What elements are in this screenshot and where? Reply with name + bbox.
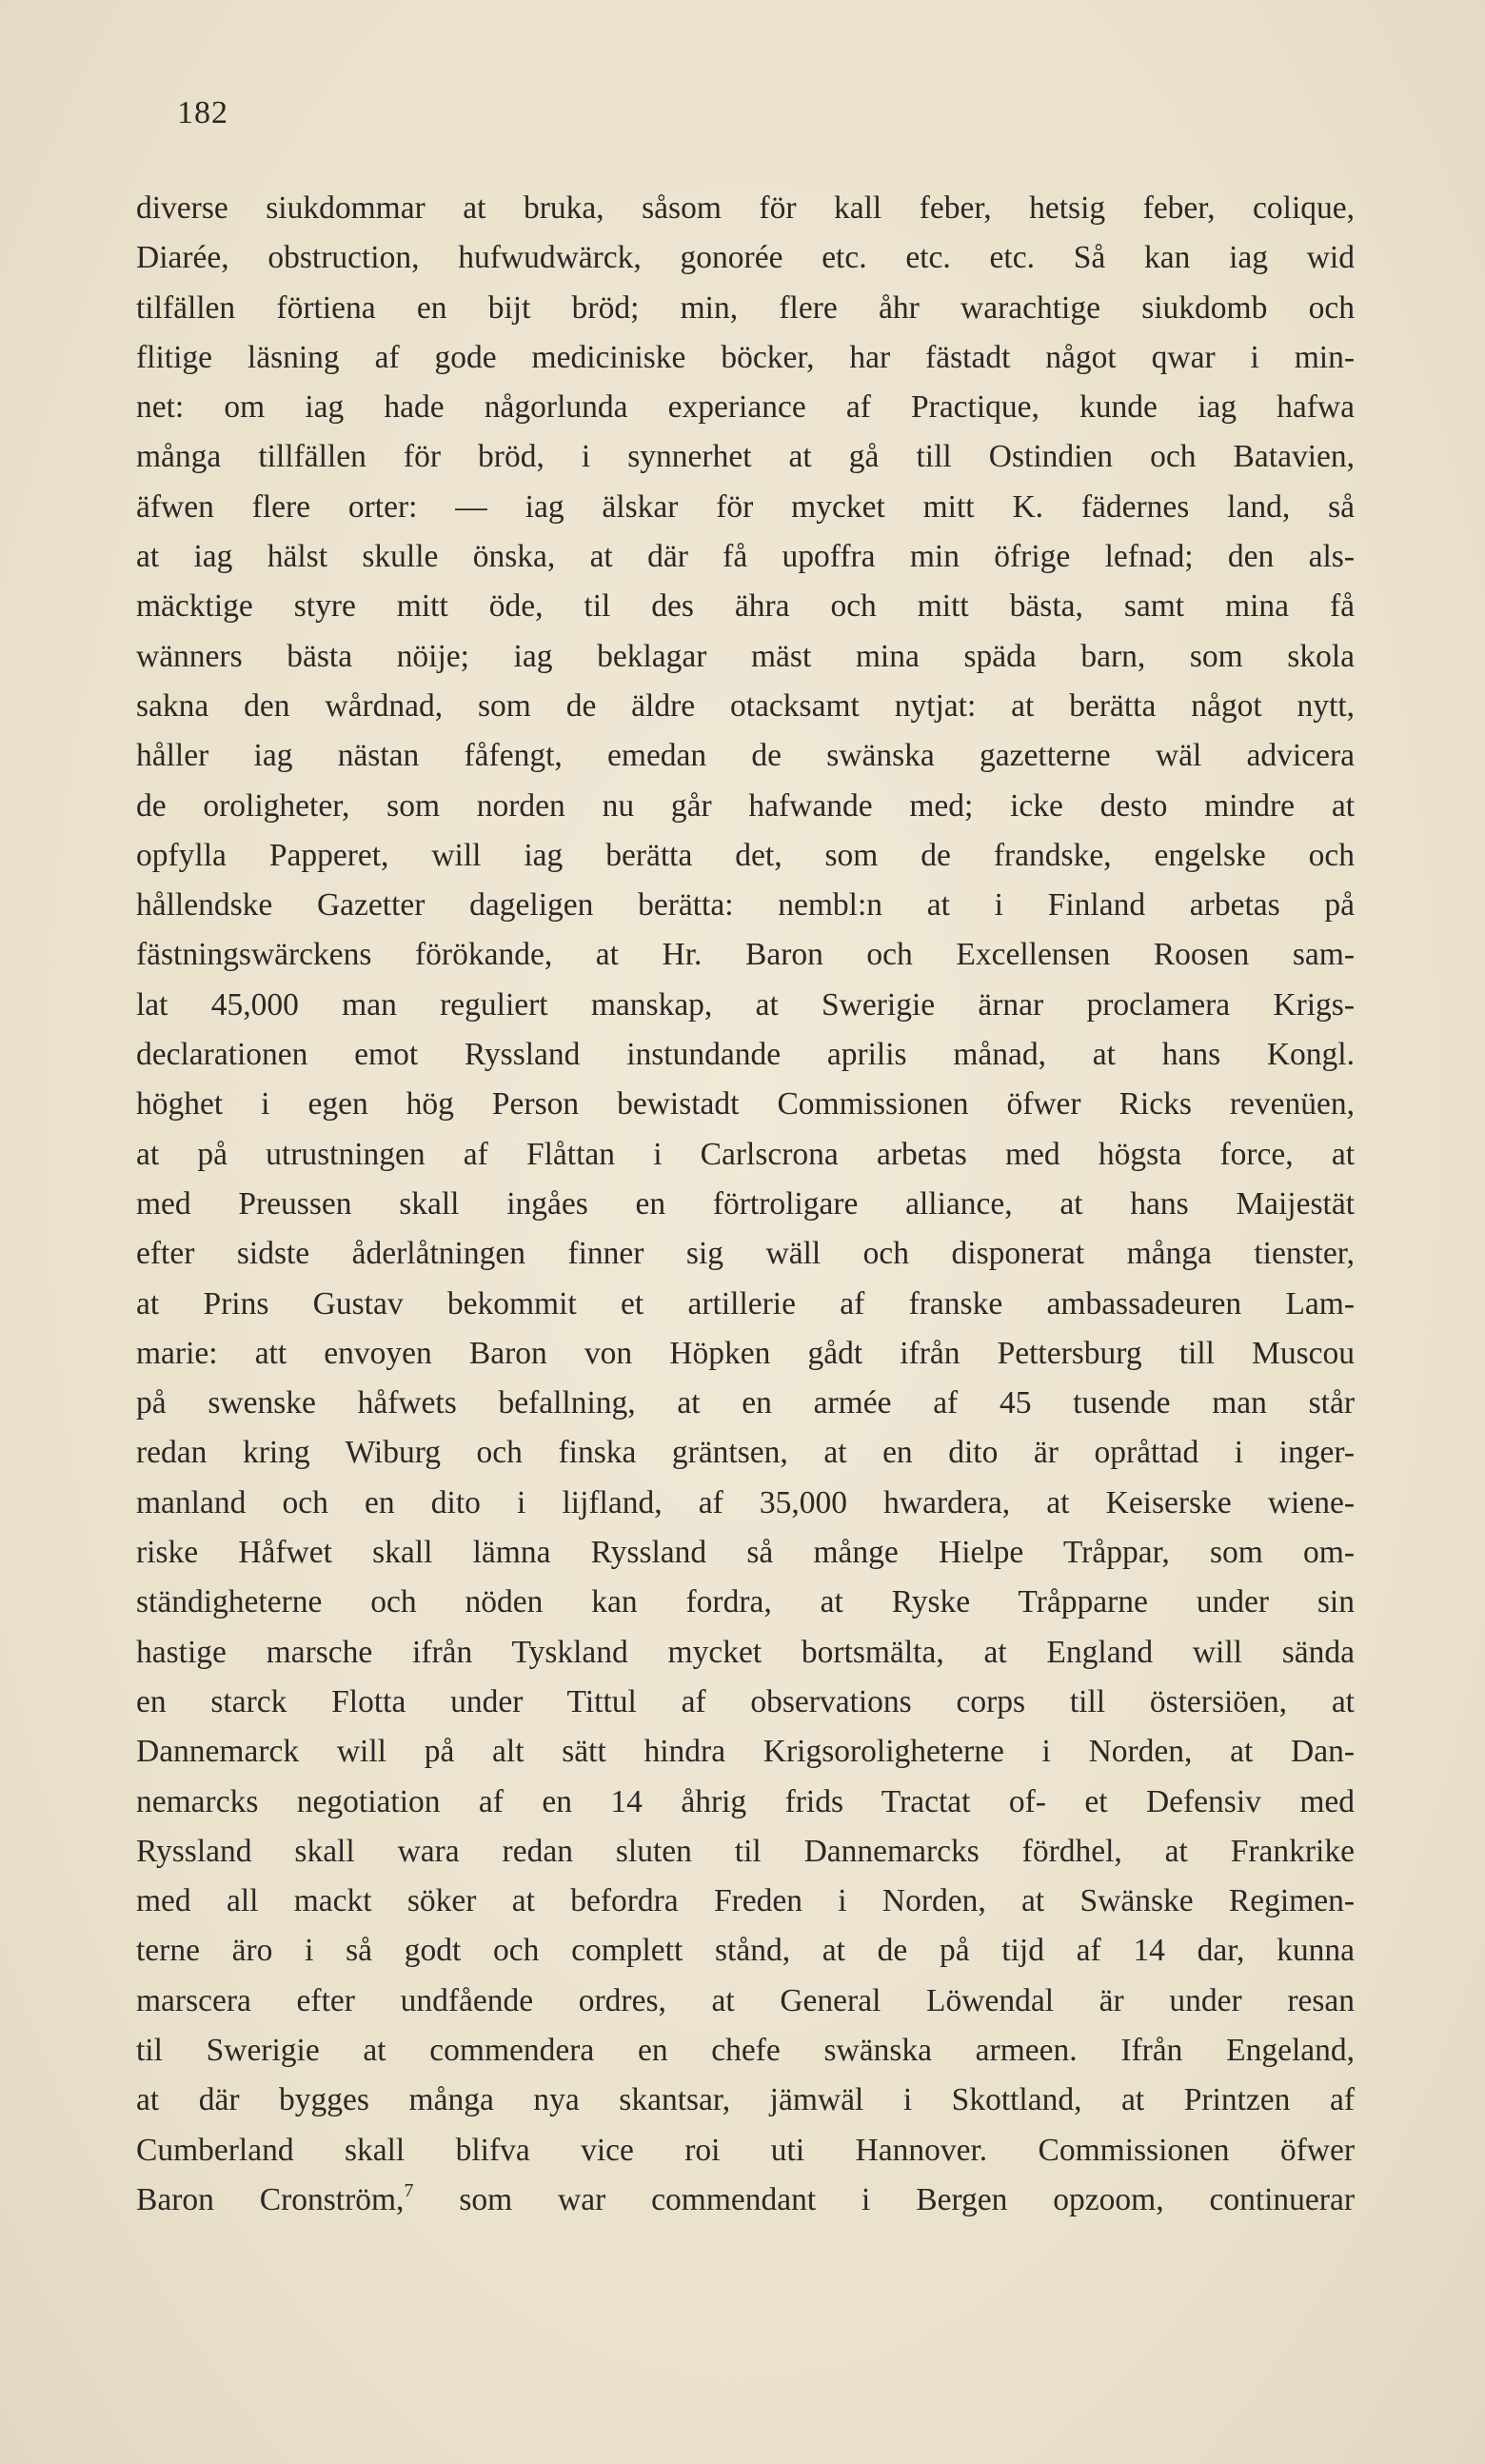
text-line: med Preussen skall ingåes en förtroligare alliance, at hans Maijestät xyxy=(136,1185,1355,1222)
text-line: marie: att envoyen Baron von Höpken gådt ifrån Pettersburg till Muscou xyxy=(136,1335,1355,1371)
text-line: Diarée, obstruction, hufwudwärck, gonorée etc. etc. etc. Så kan iag wid xyxy=(136,240,1355,276)
text-line: efter sidste åderlåtningen finner sig wäll och disponerat många tienster, xyxy=(136,1236,1355,1272)
text-line: med all mackt söker at befordra Freden i Norden, at Swänske Regimen- xyxy=(136,1883,1355,1919)
text-line: flitige läsning af gode mediciniske böcker, har fästadt något qwar i min- xyxy=(136,339,1355,375)
text-fragment: som war commendant i Bergen opzoom, continuerar xyxy=(413,2181,1355,2217)
text-line: at iag hälst skulle önska, at där få upoffra min öfrige lefnad; den als- xyxy=(136,539,1355,575)
text-line: många tillfällen för bröd, i synnerhet at gå till Ostindien och Batavien, xyxy=(136,439,1355,475)
text-line: at Prins Gustav bekommit et artillerie af franske ambassadeuren Lam- xyxy=(136,1285,1355,1321)
text-line: tilfällen förtiena en bijt bröd; min, flere åhr warachtige siukdomb och xyxy=(136,289,1355,326)
text-line: manland och en dito i lijfland, af 35,000 hwardera, at Keiserske wiene- xyxy=(136,1484,1355,1520)
text-line: ständigheterne och nöden kan fordra, at Ryske Tråpparne under sin xyxy=(136,1584,1355,1620)
text-line: redan kring Wiburg och finska gräntsen, at en dito är opråttad i inger- xyxy=(136,1435,1355,1471)
text-line: Cumberland skall blifva vice roi uti Hannover. Commissionen öfwer xyxy=(136,2132,1355,2168)
text-fragment: Baron Cronström, xyxy=(136,2181,405,2217)
body-text xyxy=(136,184,1355,2225)
text-line: at där bygges många nya skantsar, jämwäl i Skottland, at Printzen af xyxy=(136,2082,1355,2118)
text-line: nemarcks negotiation af en 14 åhrig frids Tractat of- et Defensiv med xyxy=(136,1783,1355,1819)
text-line: på swenske håfwets befallning, at en armée af 45 tusende man står xyxy=(136,1385,1355,1421)
text-line: Ryssland skall wara redan sluten til Dannemarcks fördhel, at Frankrike xyxy=(136,1833,1355,1869)
text-line: net: om iag hade någorlunda experiance af Practique, kunde iag hafwa xyxy=(136,389,1355,426)
text-line: til Swerigie at commendera en chefe swänska armeen. Ifrån Engeland, xyxy=(136,2032,1355,2068)
text-line: hållendske Gazetter dageligen berätta: nembl:n at i Finland arbetas på xyxy=(136,887,1355,924)
footnote-marker[interactable]: 7 xyxy=(404,2179,414,2201)
text-line: wänners bästa nöije; iag beklagar mäst mina späda barn, som skola xyxy=(136,638,1355,674)
page-number: 182 xyxy=(177,95,228,130)
text-line: sakna den wårdnad, som de äldre otacksamt nytjat: at berätta något nytt, xyxy=(136,687,1355,724)
text-line: diverse siukdommar at bruka, såsom för kall feber, hetsig feber, colique, xyxy=(136,190,1355,226)
text-line: terne äro i så godt och complett stånd, at de på tijd af 14 dar, kunna xyxy=(136,1933,1355,1969)
text-line: fästningswärckens förökande, at Hr. Baron och Excellensen Roosen sam- xyxy=(136,937,1355,973)
text-line: declarationen emot Ryssland instundande aprilis månad, at hans Kongl. xyxy=(136,1037,1355,1073)
text-line: riske Håfwet skall lämna Ryssland så månge Hielpe Tråppar, som om- xyxy=(136,1535,1355,1571)
text-line: höghet i egen hög Person bewistadt Commissionen öfwer Ricks revenüen, xyxy=(136,1086,1355,1123)
text-line: hastige marsche ifrån Tyskland mycket bortsmälta, at England will sända xyxy=(136,1634,1355,1670)
text-line: en starck Flotta under Tittul af observations corps till östersiöen, at xyxy=(136,1683,1355,1719)
text-line: at på utrustningen af Flåttan i Carlscrona arbetas med högsta force, at xyxy=(136,1136,1355,1172)
text-line: lat 45,000 man reguliert manskap, at Swerigie ärnar proclamera Krigs- xyxy=(136,986,1355,1023)
text-line: mäcktige styre mitt öde, til des ähra och mitt bästa, samt mina få xyxy=(136,588,1355,625)
text-line-final xyxy=(136,2176,1355,2225)
text-line: marscera efter undfående ordres, at General Löwendal är under resan xyxy=(136,1982,1355,2018)
text-line: opfylla Papperet, will iag berätta det, som de frandske, engelske och xyxy=(136,837,1355,873)
text-line: Dannemarck will på alt sätt hindra Krigsoroligheterne i Norden, at Dan- xyxy=(136,1734,1355,1770)
text-line: äfwen flere orter: — iag älskar för mycket mitt K. fädernes land, så xyxy=(136,488,1355,525)
text-line: de oroligheter, som norden nu går hafwande med; icke desto mindre at xyxy=(136,787,1355,824)
text-line: håller iag nästan fåfengt, emedan de swänska gazetterne wäl advicera xyxy=(136,738,1355,774)
